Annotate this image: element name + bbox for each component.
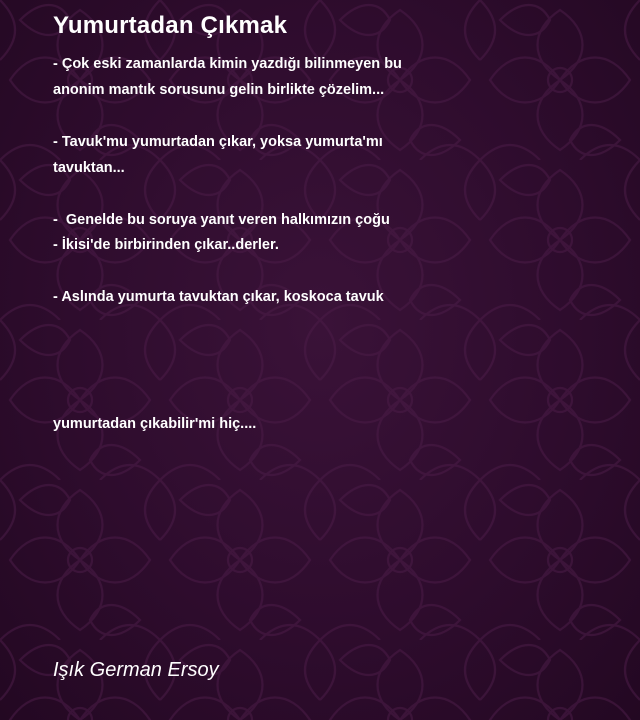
poem-line: anonim mantık sorusunu gelin birlikte çözelim... (53, 82, 385, 98)
poem-line: - Aslında yumurta tavuktan çıkar, koskoca tavuk (53, 289, 384, 305)
poem-line: yumurtadan çıkabilir'mi hiç.... (53, 416, 257, 432)
poem-line: tavuktan... (53, 160, 125, 176)
poem-line: - Genelde bu soruya yanıt veren halkımızın çoğu (53, 212, 390, 228)
poem-line: - İkisi'de birbirinden çıkar..derler. (53, 237, 279, 253)
poem-line: - Tavuk'mu yumurtadan çıkar, yoksa yumurta'mı (53, 134, 383, 150)
poem-line: - Çok eski zamanlarda kimin yazdığı bilinmeyen bu (53, 56, 402, 72)
poem-title: Yumurtadan Çıkmak (53, 12, 288, 39)
poem-author: Işık German Ersoy (53, 659, 219, 681)
